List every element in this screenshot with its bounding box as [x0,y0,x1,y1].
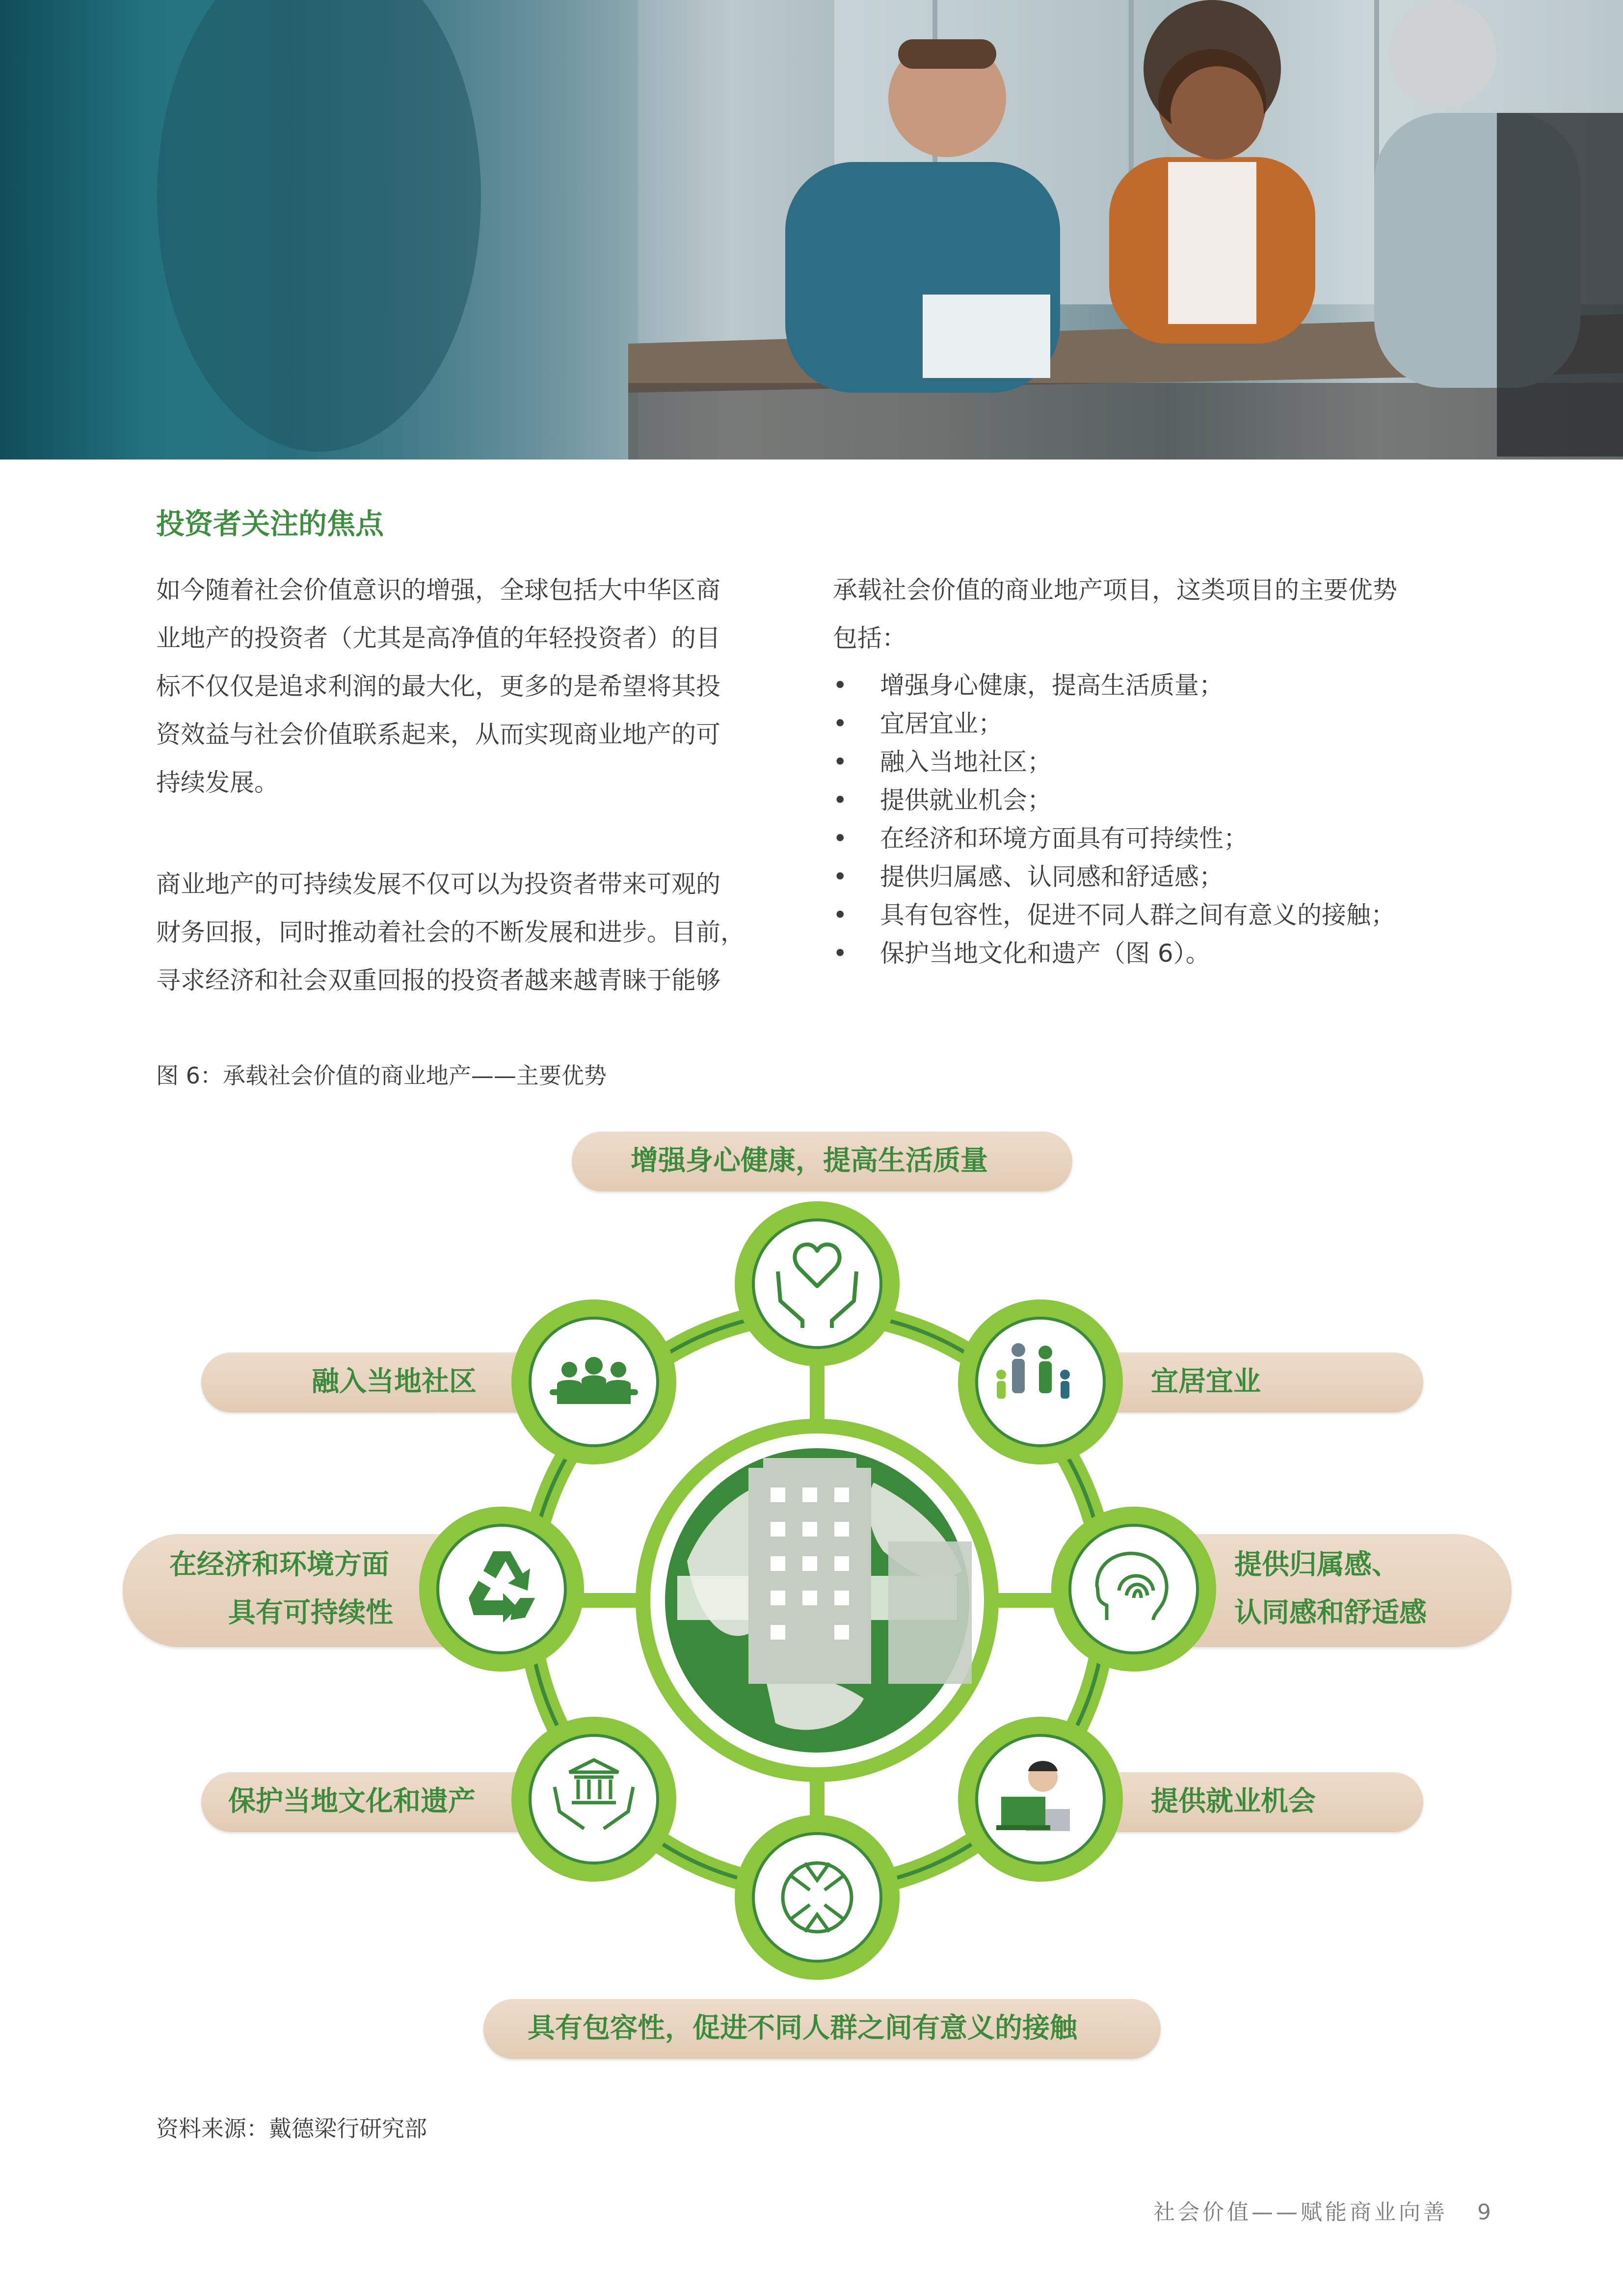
text-line: 商业地产的可持续发展不仅可以为投资者带来可观的 [156,870,720,898]
bullet-icon: • [833,939,848,968]
text-line: 承载社会价值的商业地产项目，这类项目的主要优势 [833,576,1397,604]
list-item-text: 在经济和环境方面具有可持续性； [880,824,1248,853]
section-heading: 投资者关注的焦点 [156,507,384,540]
text-line: 财务回报，同时推动着社会的不断发展和进步。目前， [156,918,745,946]
label-livable: 宜居宜业 [1151,1366,1261,1398]
list-item-text: 融入当地社区； [880,748,1052,776]
text-line: 如今随着社会价值意识的增强，全球包括大中华区商 [156,576,720,604]
label-wellbeing: 增强身心健康，提高生活质量 [631,1145,988,1177]
bullet-icon: • [833,901,848,929]
bullet-icon: • [833,671,848,700]
label-heritage: 保护当地文化和遗产 [228,1785,476,1817]
label-sustainable-2: 具有可持续性 [228,1597,393,1629]
bullet-icon: • [833,748,848,776]
page-footer [1153,2194,1491,2226]
text-line: 业地产的投资者（尤其是高净值的年轻投资者）的目 [156,624,720,652]
footer-title: 社会价值——赋能商业向善 [1153,2200,1448,2225]
list-item-text: 提供就业机会； [880,786,1052,814]
text-line: 包括： [833,624,906,652]
page-number: 9 [1477,2200,1491,2225]
text-line: 标不仅仅是追求利润的最大化，更多的是希望将其投 [156,672,720,701]
text-line: 资效益与社会价值联系起来，从而实现商业地产的可 [156,720,720,749]
figure-caption: 图 6：承载社会价值的商业地产——主要优势 [156,1062,607,1089]
text-line: 寻求经济和社会双重回报的投资者越来越青睐于能够 [156,966,720,995]
source-note: 资料来源：戴德梁行研究部 [156,2115,427,2142]
text-line: 持续发展。 [156,768,279,797]
label-sustainable-1: 在经济和环境方面 [169,1549,389,1581]
label-belonging-2: 认同感和舒适感 [1234,1597,1427,1629]
list-item-text: 宜居宜业； [880,709,1003,738]
label-belonging-1: 提供归属感、 [1234,1549,1399,1581]
list-item-text: 增强身心健康，提高生活质量； [880,671,1224,700]
bullet-icon: • [833,863,848,891]
bullet-icon: • [833,709,848,738]
list-item-text: 具有包容性，促进不同人群之间有意义的接触； [880,901,1395,929]
label-community: 融入当地社区 [312,1366,477,1398]
bullet-icon: • [833,786,848,814]
label-inclusive: 具有包容性，促进不同人群之间有意义的接触 [528,2012,1077,2044]
list-item-text: 提供归属感、认同感和舒适感； [880,863,1224,891]
list-item-text: 保护当地文化和遗产（图 6）。 [880,939,1210,968]
label-employment: 提供就业机会 [1151,1785,1316,1817]
bullet-icon: • [833,824,848,853]
